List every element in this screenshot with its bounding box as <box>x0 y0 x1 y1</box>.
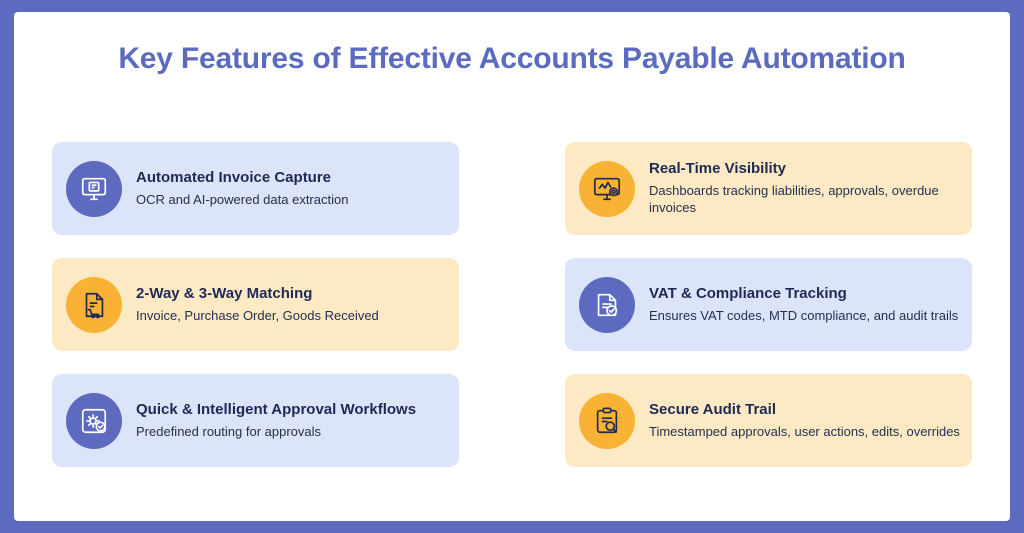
feature-card-2-way-3-way-matching[interactable] <box>52 258 459 351</box>
feature-title: Automated Invoice Capture <box>136 169 332 187</box>
monitor-chart-icon <box>579 161 635 217</box>
feature-description: Invoice, Purchase Order, Goods Received <box>136 307 379 323</box>
monitor-invoice-icon <box>66 161 122 217</box>
feature-text <box>136 285 459 324</box>
feature-card-real-time-visibility[interactable] <box>565 142 972 235</box>
feature-description: OCR and AI-powered data extraction <box>136 191 349 207</box>
feature-card-vat-compliance-tracking[interactable] <box>565 258 972 351</box>
feature-card-secure-audit-trail[interactable] <box>565 374 972 467</box>
feature-card-quick-intelligent-approval-workflows[interactable] <box>52 374 459 467</box>
feature-card-automated-invoice-capture[interactable] <box>52 142 459 235</box>
feature-text <box>649 401 972 440</box>
feature-title: Quick & Intelligent Approval Workflows <box>136 401 417 419</box>
feature-description: Dashboards tracking liabilities, approvals, overdue invoices <box>649 183 939 216</box>
document-cart-icon <box>66 277 122 333</box>
slide-surface <box>14 12 1010 521</box>
feature-title: Secure Audit Trail <box>649 401 776 419</box>
feature-title: 2-Way & 3-Way Matching <box>136 285 313 303</box>
feature-text <box>136 169 459 208</box>
feature-text <box>649 160 972 216</box>
feature-description: Timestamped approvals, user actions, edits, overrides <box>649 423 960 439</box>
feature-grid <box>52 142 972 467</box>
feature-description: Predefined routing for approvals <box>136 423 322 439</box>
page-title: Key Features of Effective Accounts Payable Automation <box>118 42 906 75</box>
feature-title: VAT & Compliance Tracking <box>649 285 847 303</box>
clipboard-search-icon <box>579 393 635 449</box>
feature-text <box>136 401 459 440</box>
feature-description: Ensures VAT codes, MTD compliance, and audit trails <box>649 307 959 323</box>
document-check-icon <box>579 277 635 333</box>
feature-text <box>649 285 972 324</box>
gear-check-icon <box>66 393 122 449</box>
feature-title: Real-Time Visibility <box>649 160 786 178</box>
